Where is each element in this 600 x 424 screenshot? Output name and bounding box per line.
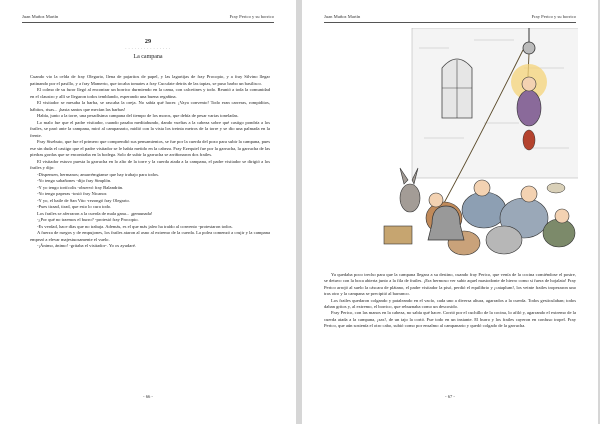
illustration-friars-bell [324, 28, 578, 264]
paragraph: -Y yo, el baile de San Vito -rezongó fray Olegario. [37, 197, 130, 203]
page-number: - 67 - [445, 394, 455, 399]
chapter-number: 29 [144, 38, 152, 45]
paragraph: Ya quedaba poco trecho para que la campana llegara a su destino, cuando fray Perico, que venía de la cocina comiéndose el postre, se detuvo con la boca abierta junto a la fila de frailes. ¡Era hermoso ver subir aquel mastodonte de hierro como si fuera de hojalata! Fray Perico arrojó al suelo la cáscara de plátano, el padre visitador la pisó, perdió el equilibrio y ¡cataplum!, los veinte frailes tropezaron uno tras otro y la campana se precipitó al barranco. [324, 272, 576, 297]
paragraph: -Yo tengo paperas -tosió fray Nicanor. [37, 191, 108, 196]
paragraph: Los frailes quedaron colgando y pataleando en el vacío, cada uno a diversa altura, agarrados a la cuerda. Todos gesticulaban; todos daban gritos y, al extremo, el borrico, que rebuznaba como un descosido. [324, 297, 576, 310]
paragraph: Los frailes se aferraron a la cuerda de mala gana... ¡gemunada! [37, 210, 153, 216]
page-number: - 66 - [143, 394, 153, 399]
paragraph: -Es verdad, hace días que no trabaja. Además, es el que más jaleo ha traído al convento -protestaron todos. [37, 223, 233, 229]
paragraph: Fray Sisebuto, que fue el primero que comprendió sus pensamientos, se fue por la cuerda del pozo para subir la campana, pues ese sin duda el castigo que el padre visitador se le había metido en la cabeza. Fray Ezequiel fue por la garrucha, la garrucha de las piedras gordas que se encontraba en la bodega. Solo de subir la garrucha se arriñonaron dos frailes. [30, 139, 270, 157]
header-author: Juan Muñoz Martín [324, 14, 361, 19]
header-rule [324, 22, 576, 23]
paragraph: -Y yo tengo tortícolis -observó fray Balandrán. [37, 184, 124, 190]
paragraph: A fuerza de ruegos y de empujones, los frailes ataron al asno al extremo de la cuerda. La polea comenzó a crujir y la campana empezó a elevar majestuosamente el vuelo. [30, 230, 270, 242]
header-rule [22, 22, 274, 23]
body-text [30, 74, 270, 250]
paragraph: Fray Perico, con las manos en la cabeza, no sabía qué hacer. Corrió por el cuchillo de la cocina, lo afiló y, agarrando el extremo de la cuerda atada a la campana, ¡zas!, de un tajo la cortó. Fue todo en un instante. El burro y los frailes cayeron en confuso tropel. Fray Perico, que aún sostenía el otro cabo, subió como por ensalmo al campanario y quedó colgado de la garrucha. [324, 310, 576, 329]
paragraph: -Pues tiraad, tirad, que esto lo cura todo. [37, 204, 112, 209]
header-title: Fray Perico y su borrico [531, 14, 576, 19]
header-title: Fray Perico y su borrico [229, 14, 274, 19]
paragraph: Había, junto a la torre, una pesadísima campana del tiempo de los moros, que debía de pesar varias toneladas. [37, 113, 239, 118]
paragraph: -¡Ánimo, ánimo! -gritaba el visitador-. Yo os ayudaré. [37, 243, 137, 248]
header-author: Juan Muñoz Martín [22, 14, 59, 19]
paragraph: -Dispensen, hermanos; amarrémgianse que hay trabajo para todos. [37, 171, 160, 177]
chapter-title: La campana [133, 54, 163, 60]
left-page [0, 0, 296, 424]
body-text [324, 272, 576, 330]
paragraph: Cuando vio la celda de fray Olegario, llena de pajaritos de papel, y las lagartijas de fray Procopio, y a fray Silvino llegar patinando por el pasillo, y a fray Mamerto, que tocaba tomates a fray Cucufate detrás de las tapias, se puso barbo un basilisco. [30, 74, 270, 86]
paragraph: -¿Por qué no traemos el burro? -protestó fray Procopio. [37, 217, 139, 222]
paragraph: -Yo tengo sabañones -dijo fray Simplón. [37, 178, 112, 183]
paragraph: Lo malo fue que el padre visitador, cuando pasaba meditabundo, dando vueltas a la cabeza sobre qué castigo pondría a los frailes, se paró ante la campana, miró al campanario, midió con la vista los treinta metros de la torre y se dio una palmada en la frente. [30, 119, 270, 138]
paragraph: El visitador se mesaba la barba, se rascaba la oreja. No sabía qué hacer. ¡Vaya convento! Todo eran carreras, rompiditos, hábitos, risas... ¡hasta santos que mecían las barbas! [30, 100, 270, 112]
right-page [302, 0, 598, 424]
paragraph: El colmo de su furor llegó al encontrar un borrico durmiendo en la cama, con calcetines y todo. Reunió a toda la comunidad en el claustro y allí se llegaron todos temblando, esperando una buena regañina. [30, 87, 270, 99]
paragraph: El visitador estuvo puesta la garrucha en lo alto de la torre y la cuerda atada a la campana, el padre visitador se dirigió a los frailes y dijo: [30, 158, 270, 170]
chapter-ornament: · · · · · · · · · · · · · · · [125, 46, 171, 51]
